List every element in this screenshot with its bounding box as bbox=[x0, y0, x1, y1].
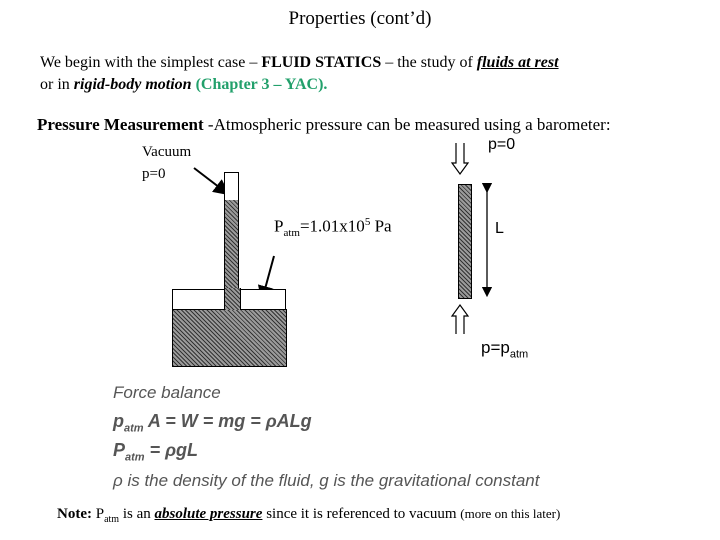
note-p-subscript: atm bbox=[104, 514, 120, 525]
patm-unit: Pa bbox=[370, 216, 392, 236]
absolute-pressure-term: absolute pressure bbox=[154, 506, 263, 522]
vacuum-pointer-arrow bbox=[194, 168, 228, 194]
intro-text: or in bbox=[40, 76, 74, 93]
tube-in-reservoir bbox=[224, 288, 241, 310]
vacuum-pressure-label: p=0 bbox=[142, 166, 166, 182]
intro-line-2 bbox=[40, 74, 559, 96]
note-p: P bbox=[91, 506, 105, 522]
fluids-at-rest-term: fluids at rest bbox=[476, 54, 559, 71]
eq2-rest: = ρgL bbox=[144, 440, 198, 460]
atmospheric-pressure-value bbox=[274, 216, 392, 239]
patm-symbol: P bbox=[274, 216, 284, 236]
note-aside: (more on this later) bbox=[460, 506, 561, 521]
bottom-pressure-label bbox=[481, 338, 528, 360]
eq2-subscript: atm bbox=[125, 451, 145, 464]
density-definition: ρ is the density of the fluid, g is the gravitational constant bbox=[113, 471, 540, 490]
rigid-body-term: rigid-body motion bbox=[73, 76, 192, 93]
intro-text: We begin with the simplest case – bbox=[40, 54, 262, 71]
mercury-reservoir bbox=[172, 309, 287, 367]
page-title: Properties (cont’d) bbox=[288, 8, 432, 29]
eq2-variable: P bbox=[113, 440, 126, 460]
pressure-equation bbox=[113, 440, 198, 464]
eq1-variable: p bbox=[113, 411, 124, 431]
bottom-p-subscript: atm bbox=[509, 348, 529, 361]
intro-paragraph bbox=[40, 52, 559, 96]
intro-line-1 bbox=[40, 52, 559, 74]
pressure-measurement-label: Pressure Measurement bbox=[37, 115, 204, 134]
top-pressure-label: p=0 bbox=[488, 136, 516, 153]
fluid-statics-term: FLUID STATICS bbox=[261, 54, 382, 71]
length-label: L bbox=[495, 220, 504, 237]
force-balance-equation bbox=[113, 411, 312, 435]
fluid-column bbox=[458, 184, 472, 299]
eq1-rest: A = W = mg = ρALg bbox=[143, 411, 312, 431]
pressure-measurement-line bbox=[37, 115, 611, 135]
bottom-p-text: p=p bbox=[481, 338, 510, 357]
note-text: since it is referenced to vacuum bbox=[262, 506, 461, 522]
patm-subscript: atm bbox=[283, 227, 300, 240]
patm-exponent: 5 bbox=[364, 216, 371, 228]
note-text: is an bbox=[119, 506, 155, 522]
vacuum-label: Vacuum bbox=[142, 144, 192, 160]
patm-equals: =1.01x10 bbox=[299, 216, 365, 236]
bottom-hollow-arrow-icon bbox=[452, 305, 468, 334]
intro-text: – the study of bbox=[381, 54, 477, 71]
chapter-reference: (Chapter 3 – YAC). bbox=[195, 76, 328, 93]
eq1-subscript: atm bbox=[124, 422, 144, 435]
top-hollow-arrow-icon bbox=[452, 143, 468, 174]
note-line bbox=[57, 506, 560, 525]
note-label: Note: bbox=[57, 506, 92, 522]
force-balance-heading: Force balance bbox=[113, 383, 221, 402]
pressure-measurement-text: -Atmospheric pressure can be measured using a barometer: bbox=[203, 115, 611, 134]
